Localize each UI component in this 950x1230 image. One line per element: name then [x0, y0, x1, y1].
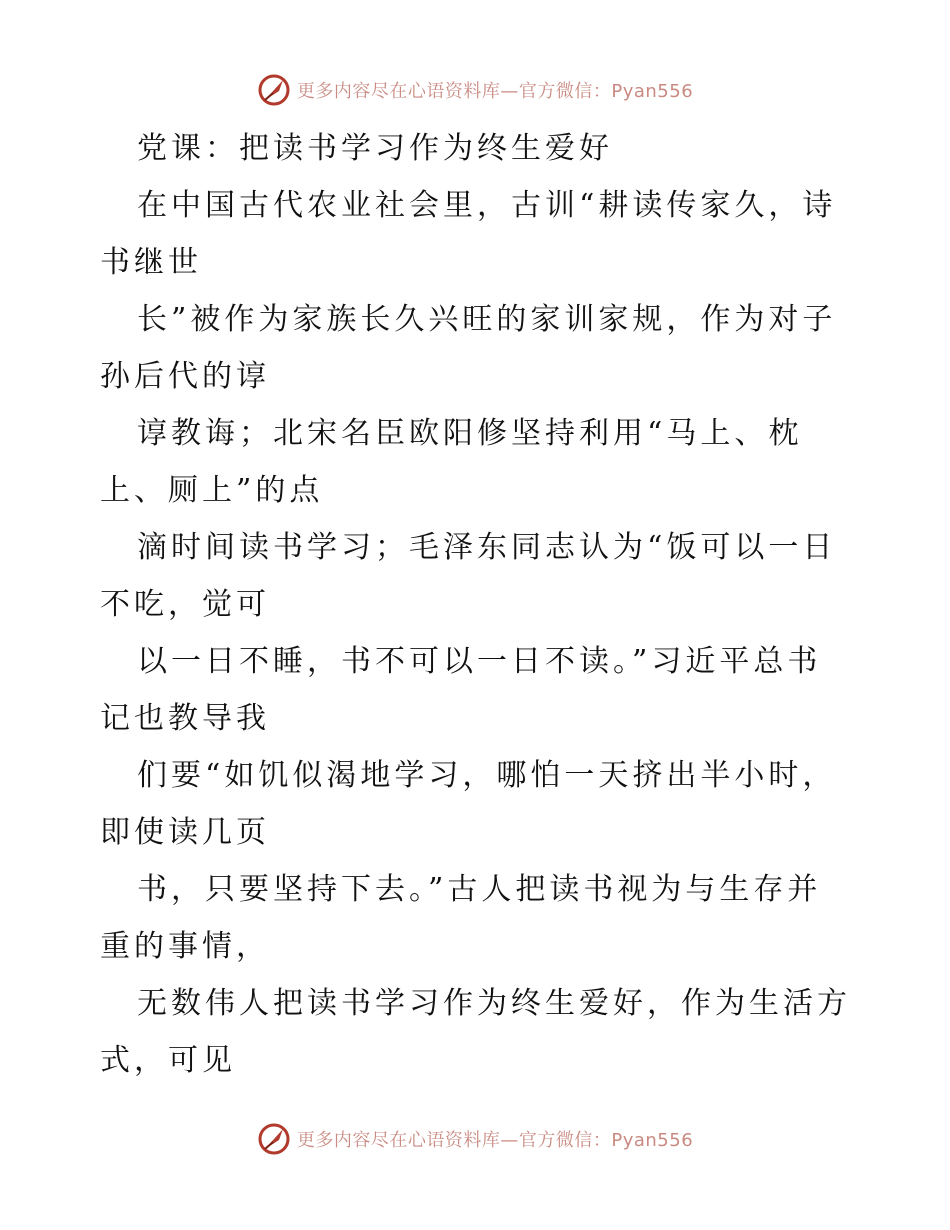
text-line: 式，可见 — [100, 1043, 236, 1078]
text-line: 们要“如饥似渴地学习，哪怕一天挤出半小时， — [137, 758, 837, 793]
feather-pen-logo-icon — [257, 73, 291, 107]
watermark-text: 更多内容尽在心语资料库—官方微信：Pyan556 — [296, 81, 694, 102]
text-line: 书，只要坚持下去。”古人把读书视为与生存并 — [137, 872, 822, 907]
text-line: 党课：把读书学习作为终生爱好 — [137, 131, 613, 166]
text-line: 即使读几页 — [100, 815, 270, 850]
text-line: 在中国古代农业社会里，古训“耕读传家久，诗 — [137, 188, 837, 223]
text-line: 书继世 — [100, 245, 202, 280]
text-line: 无数伟人把读书学习作为终生爱好，作为生活方 — [137, 986, 851, 1021]
text-line: 长”被作为家族长久兴旺的家训家规，作为对子 — [137, 302, 837, 337]
text-line: 谆教诲；北宋名臣欧阳修坚持利用“马上、枕 — [137, 416, 803, 451]
feather-pen-logo-icon — [257, 1122, 291, 1156]
text-line: 不吃，觉可 — [100, 587, 270, 622]
watermark-text: 更多内容尽在心语资料库—官方微信：Pyan556 — [296, 1130, 694, 1151]
text-line: 重的事情， — [100, 929, 270, 964]
document-body — [100, 120, 860, 1089]
text-line: 滴时间读书学习；毛泽东同志认为“饭可以一日 — [137, 530, 837, 565]
footer-watermark-banner — [0, 1121, 950, 1157]
text-line: 上、厕上”的点 — [100, 473, 324, 508]
text-line: 记也教导我 — [100, 701, 270, 736]
header-watermark-banner — [0, 72, 950, 108]
text-line: 孙后代的谆 — [100, 359, 270, 394]
text-line: 以一日不睡，书不可以一日不读。”习近平总书 — [137, 644, 822, 679]
